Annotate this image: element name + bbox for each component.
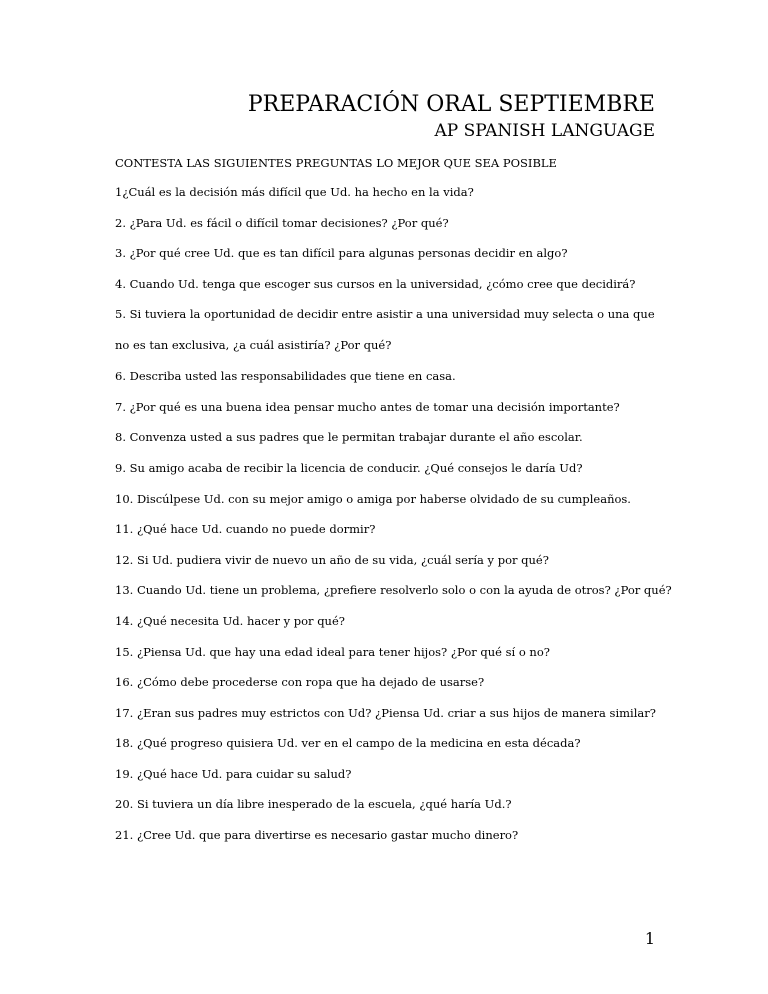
question-item: 3. ¿Por qué cree Ud. que es tan difícil para algunas personas decidir en algo? bbox=[115, 246, 568, 261]
question-item: 19. ¿Qué hace Ud. para cuidar su salud? bbox=[115, 766, 352, 781]
question-item: 18. ¿Qué progreso quisiera Ud. ver en el campo de la medicina en esta década? bbox=[115, 736, 581, 751]
page-number: 1 bbox=[644, 929, 655, 948]
question-item: 13. Cuando Ud. tiene un problema, ¿prefiere resolverlo solo o con la ayuda de otros? ¿Por qué? bbox=[115, 583, 672, 598]
question-item: 12. Si Ud. pudiera vivir de nuevo un año de su vida, ¿cuál sería y por qué? bbox=[115, 552, 549, 567]
question-item: 6. Describa usted las responsabilidades que tiene en casa. bbox=[115, 369, 456, 384]
question-item: 2. ¿Para Ud. es fácil o difícil tomar decisiones? ¿Por qué? bbox=[115, 215, 449, 230]
question-item: 11. ¿Qué hace Ud. cuando no puede dormir? bbox=[115, 522, 376, 537]
question-item: 7. ¿Por qué es una buena idea pensar mucho antes de tomar una decisión importante? bbox=[115, 399, 620, 414]
question-item: 17. ¿Eran sus padres muy estrictos con Ud? ¿Piensa Ud. criar a sus hijos de manera similar? bbox=[115, 705, 656, 720]
question-item: 14. ¿Qué necesita Ud. hacer y por qué? bbox=[115, 613, 345, 628]
question-item: 4. Cuando Ud. tenga que escoger sus cursos en la universidad, ¿cómo cree que decidirá? bbox=[115, 276, 636, 291]
question-item: 16. ¿Cómo debe procederse con ropa que ha dejado de usarse? bbox=[115, 675, 485, 690]
instructions-text: CONTESTA LAS SIGUIENTES PREGUNTAS LO MEJOR QUE SEA POSIBLE bbox=[115, 156, 557, 170]
question-item: 15. ¿Piensa Ud. que hay una edad ideal para tener hijos? ¿Por qué sí o no? bbox=[115, 644, 550, 659]
question-item: 5. Si tuviera la oportunidad de decidir entre asistir a una universidad muy selecta o una que no es tan exclusiva, ¿a cuál asistiría? ¿Por qué? bbox=[115, 307, 655, 352]
question-item: 21. ¿Cree Ud. que para divertirse es necesario gastar mucho dinero? bbox=[115, 828, 519, 843]
question-item: 10. Discúlpese Ud. con su mejor amigo o amiga por haberse olvidado de su cumpleaños. bbox=[115, 491, 631, 506]
question-item: 1¿Cuál es la decisión más difícil que Ud. ha hecho en la vida? bbox=[115, 185, 474, 199]
question-item: 8. Convenza usted a sus padres que le permitan trabajar durante el año escolar. bbox=[115, 430, 583, 445]
document-subtitle: AP SPANISH LANGUAGE bbox=[434, 121, 655, 141]
question-item: 20. Si tuviera un día libre inesperado de la escuela, ¿qué haría Ud.? bbox=[115, 797, 512, 812]
question-item: 9. Su amigo acaba de recibir la licencia de conducir. ¿Qué consejos le daría Ud? bbox=[115, 460, 583, 475]
question-list bbox=[115, 185, 672, 859]
document-title: PREPARACIÓN ORAL SEPTIEMBRE bbox=[247, 92, 655, 117]
